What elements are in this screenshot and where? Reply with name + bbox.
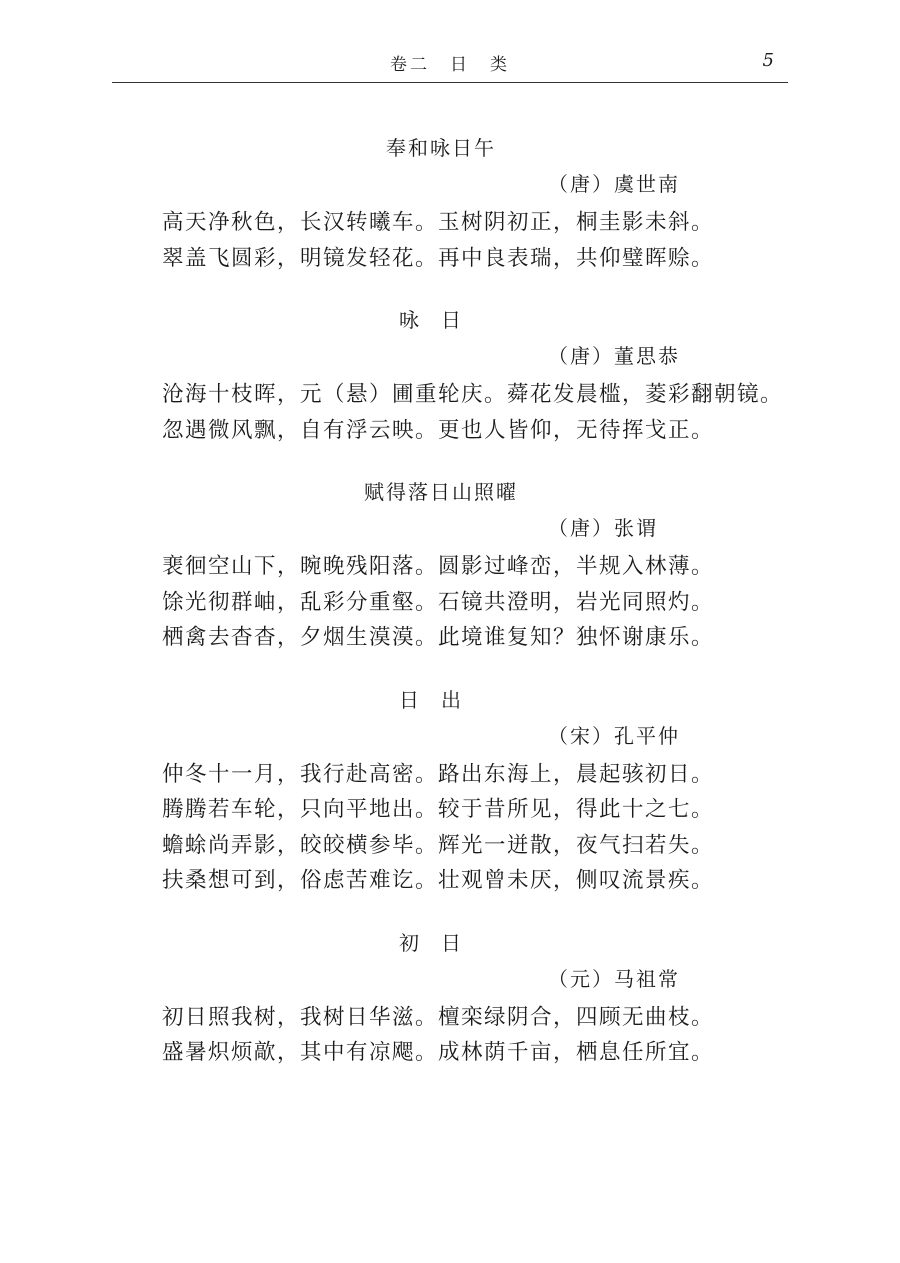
- header-rule: [112, 82, 788, 83]
- poem-line: 腾腾若车轮，只向平地出。较于昔所见，得此十之七。: [162, 797, 715, 822]
- poem-line: 仲冬十一月，我行赴高密。路出东海上，晨起骇初日。: [162, 761, 715, 787]
- poem: [162, 303, 784, 448]
- page-body: [162, 131, 784, 1071]
- poem-line: 高天净秋色，长汉转曦车。玉树阴初正，桐圭影未斜。: [162, 210, 715, 235]
- poem-author: （元）马祖常: [548, 966, 680, 991]
- poem-line: 栖禽去杳杳，夕烟生漠漠。此境谁复知？独怀谢康乐。: [162, 625, 715, 650]
- poem-line: 翠盖飞圆彩，明镜发轻花。再中良表瑞，共仰璧晖赊。: [162, 245, 715, 271]
- poem-lines: [162, 1000, 772, 1071]
- poem: [162, 131, 772, 276]
- page-number: 5: [762, 50, 774, 71]
- poem-line: 盛暑炽烦歊，其中有凉飔。成林荫千亩，栖息任所宜。: [162, 1040, 715, 1065]
- poem-title: 日出: [399, 687, 483, 712]
- poem-line: 沧海十枝晖，元（悬）圃重轮庆。蕣花发晨槛，菱彩翻朝镜。: [162, 382, 784, 407]
- poem-title: 赋得落日山照曜: [364, 480, 518, 504]
- poem-author: （唐）董思恭: [548, 344, 680, 368]
- poem: [162, 683, 772, 899]
- running-header-title: 卷二 日 类: [390, 55, 510, 75]
- poem-title: 初日: [399, 930, 483, 955]
- running-header: [112, 50, 788, 82]
- poem-lines: [162, 757, 772, 899]
- poem: [162, 475, 772, 656]
- poem-line: 初日照我树，我树日华滋。檀栾绿阴合，四顾无曲枝。: [162, 1004, 715, 1030]
- poem-line: 忽遇微风飘，自有浮云映。更也人皆仰，无待挥戈正。: [162, 417, 715, 443]
- poem-line: 裵徊空山下，晼晚残阳落。圆影过峰峦，半规入林薄。: [162, 554, 715, 579]
- poem-line: 扶桑想可到，俗虑苦难讫。壮观曾未厌，侧叹流景疾。: [162, 868, 715, 893]
- poem-lines: [162, 549, 772, 656]
- poem-author: （宋）孔平仲: [548, 723, 680, 748]
- poem-lines: [162, 377, 784, 448]
- poem-title: 咏日: [399, 308, 483, 332]
- poem-author: （唐）张谓: [548, 516, 658, 540]
- poem-lines: [162, 205, 772, 276]
- poem-title: 奉和咏日午: [386, 136, 496, 160]
- poem: [162, 926, 772, 1071]
- poem-line: 馀光彻群岫，乱彩分重壑。石镜共澄明，岩光同照灼。: [162, 589, 715, 615]
- poem-line: 蟾蜍尚弄影，皎皎横参毕。辉光一迸散，夜气扫若失。: [162, 832, 715, 858]
- poem-author: （唐）虞世南: [548, 172, 680, 196]
